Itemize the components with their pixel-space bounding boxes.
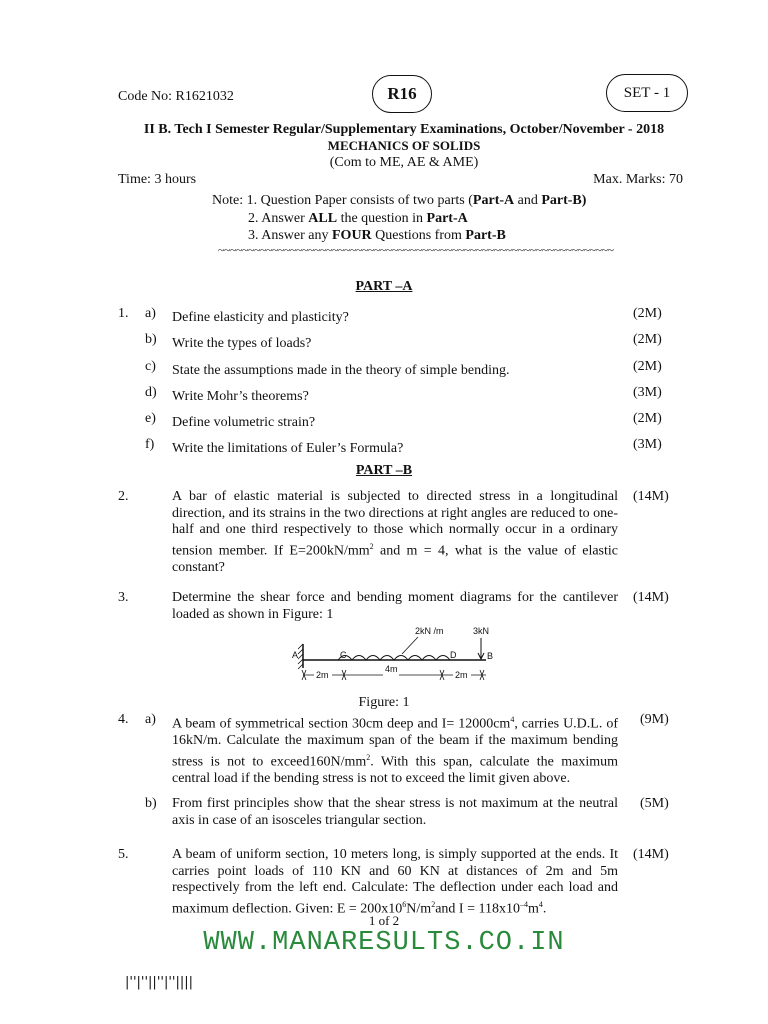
label-d: D — [450, 650, 457, 660]
set-badge: SET - 1 — [606, 74, 688, 112]
sub-label: a) — [145, 712, 156, 727]
sub-label: f) — [145, 437, 155, 452]
question-text: A beam of uniform section, 10 meters long, is simply supported at the ends. It carries point loads of 110 KN and 60 KN at distances of 2m and 5m respectively from the left end. Calculate: The deflection under each load and maximum deflection. Given: $E = 200x10^6N/m^2and$ $I = 118x10^{-4}m^4$. — [172, 847, 618, 917]
question-text: A bar of elastic material is subjected to directed stress in a longitudinal direction, and its strains in the two directions at right angles are reduced to one-half and one third respectively to those which normally occur in a ordinary tension member. If $E=200kN/mm^2$ and m = 4, what is the value of elastic constant? — [172, 489, 618, 575]
point-load-label: 3kN — [473, 626, 490, 636]
question-marks: (14M) — [633, 847, 669, 862]
question-number: 4. — [118, 712, 129, 727]
page-number: 1 of 2 — [368, 913, 400, 928]
question-marks: (3M) — [633, 437, 662, 452]
sub-label: d) — [145, 385, 157, 400]
watermark: WWW.MANARESULTS.CO.IN — [203, 928, 565, 958]
subject-title: MECHANICS OF SOLIDS — [327, 138, 481, 153]
sub-label: c) — [145, 359, 156, 374]
dim-2: 4m — [385, 664, 398, 674]
part-a-title: PART –A — [355, 279, 413, 294]
dim-3: 2m — [455, 670, 468, 680]
question-text: Write Mohr’s theorems? — [172, 389, 309, 404]
code-number: Code No: R1621032 — [118, 89, 234, 104]
question-text: From first principles show that the shear stress is not maximum at the neutral axis in case of an isosceles triangular section. — [172, 796, 618, 828]
question-text: Write the limitations of Euler’s Formula? — [172, 441, 404, 456]
question-text: Determine the shear force and bending moment diagrams for the cantilever loaded as shown in Figure: 1 — [172, 590, 618, 622]
question-marks: (14M) — [633, 489, 669, 504]
figure-caption: Figure: 1 — [358, 695, 410, 710]
cantilever-figure — [290, 620, 500, 684]
sub-label: b) — [145, 796, 157, 811]
sub-label: b) — [145, 332, 157, 347]
question-number: 2. — [118, 489, 129, 504]
question-number: 3. — [118, 590, 129, 605]
max-marks: Max. Marks: 70 — [593, 172, 683, 187]
question-text: Define volumetric strain? — [172, 415, 316, 430]
question-text: Write the types of loads? — [172, 336, 312, 351]
note-line-2: 2. Answer ALL the question in Part-A — [248, 210, 468, 226]
question-marks: (3M) — [633, 385, 662, 400]
note-line-1: Note: 1. Question Paper consists of two parts (Part-A and Part-B) — [212, 193, 587, 208]
question-marks: (9M) — [640, 712, 669, 727]
question-marks: (14M) — [633, 590, 669, 605]
note-line-3: 3. Answer any FOUR Questions from Part-B — [248, 228, 506, 243]
question-marks: (2M) — [633, 359, 662, 374]
divider: ~~~~~~~~~~~~~~~~~~~~~~~~~~~~~~~~~~~~~~~~~~~~~~~~~~~~~~~~~~~~~~~~~~ — [218, 243, 614, 257]
barcode: |''|''||''|''|||| — [125, 975, 194, 990]
part-b-title: PART –B — [355, 463, 413, 478]
udl-pointer — [402, 637, 418, 654]
question-text: State the assumptions made in the theory of simple bending. — [172, 363, 510, 378]
time-allowed: Time: 3 hours — [118, 172, 197, 187]
instructions-note — [212, 192, 586, 245]
regulation-badge: R16 — [372, 75, 432, 113]
label-a: A — [292, 650, 299, 660]
question-text: A beam of symmetrical section 30cm deep and $I= 12000cm^4$, carries U.D.L. of 16kN/m. Calculate the maximum span of the beam if the maximum bending stress is not to $exceed160N/mm^2$. With this span, calculate the maximum central load if the bending stress is not to exceed the limit given above. — [172, 715, 618, 786]
question-marks: (2M) — [633, 306, 662, 321]
sub-label: a) — [145, 306, 156, 321]
question-number: 5. — [118, 847, 129, 862]
question-text: Define elasticity and plasticity? — [172, 310, 349, 325]
sub-label: e) — [145, 411, 156, 426]
exam-title: II B. Tech I Semester Regular/Supplementary Examinations, October/November - 2018 — [143, 122, 665, 137]
label-c: C — [340, 650, 347, 660]
question-marks: (2M) — [633, 411, 662, 426]
label-b: B — [487, 651, 494, 661]
question-number: 1. — [118, 306, 129, 321]
udl-label: 2kN /m — [415, 626, 444, 636]
dim-1: 2m — [316, 670, 329, 680]
question-marks: (5M) — [640, 796, 669, 811]
common-to: (Com to ME, AE & AME) — [329, 155, 479, 170]
question-marks: (2M) — [633, 332, 662, 347]
